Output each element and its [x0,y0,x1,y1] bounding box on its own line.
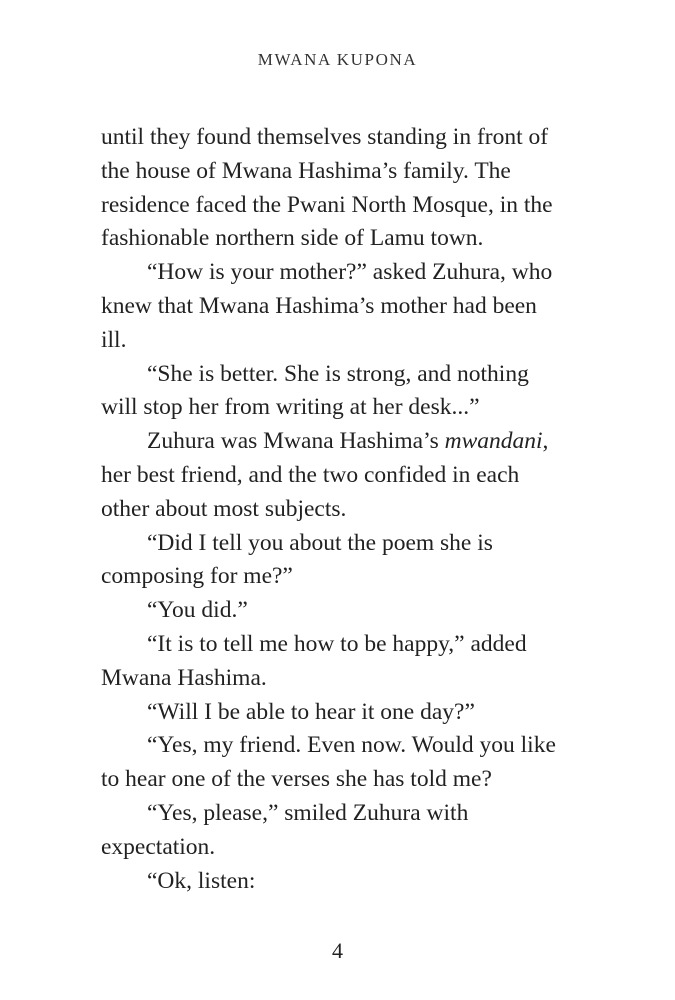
text-line: ill. [101,326,127,353]
text-line: expectation. [101,833,216,860]
text-line: composing for me?” [101,563,293,590]
text-run: , [542,428,549,455]
text-line: to hear one of the verses she has told me? [101,766,492,793]
text-line-mixed [101,425,611,459]
text-line: other about most subjects. [101,495,347,522]
text-line: “Ok, listen: [147,867,256,894]
text-line: will stop her from writing at her desk...” [101,394,480,421]
text-line: residence faced the Pwani North Mosque, in the [101,191,553,218]
text-line: “It is to tell me how to be happy,” added [147,630,527,657]
text-line: “Will I be able to hear it one day?” [147,698,475,725]
text-line: fashionable northern side of Lamu town. [101,225,484,252]
text-line: until they found themselves standing in front of [101,124,549,150]
text-line: “How is your mother?” asked Zuhura, who [147,259,553,286]
text-run: Zuhura was Mwana Hashima’s [147,428,445,455]
page-number: 4 [332,938,343,963]
text-line: “Yes, please,” smiled Zuhura with [147,799,469,826]
text-line: “Did I tell you about the poem she is [147,529,493,556]
text-line: “Yes, my friend. Even now. Would you like [147,732,556,759]
text-line: “You did.” [147,597,248,624]
italic-word: mwandani [444,428,543,455]
body-text [101,121,611,898]
text-line: her best friend, and the two confided in each [101,461,520,488]
text-line: “She is better. She is strong, and nothing [147,360,529,387]
running-head-title: MWANA KUPONA [257,50,418,69]
text-line: the house of Mwana Hashima’s family. The [101,157,511,184]
text-line: knew that Mwana Hashima’s mother had been [101,292,537,319]
text-line: Mwana Hashima. [101,664,267,691]
